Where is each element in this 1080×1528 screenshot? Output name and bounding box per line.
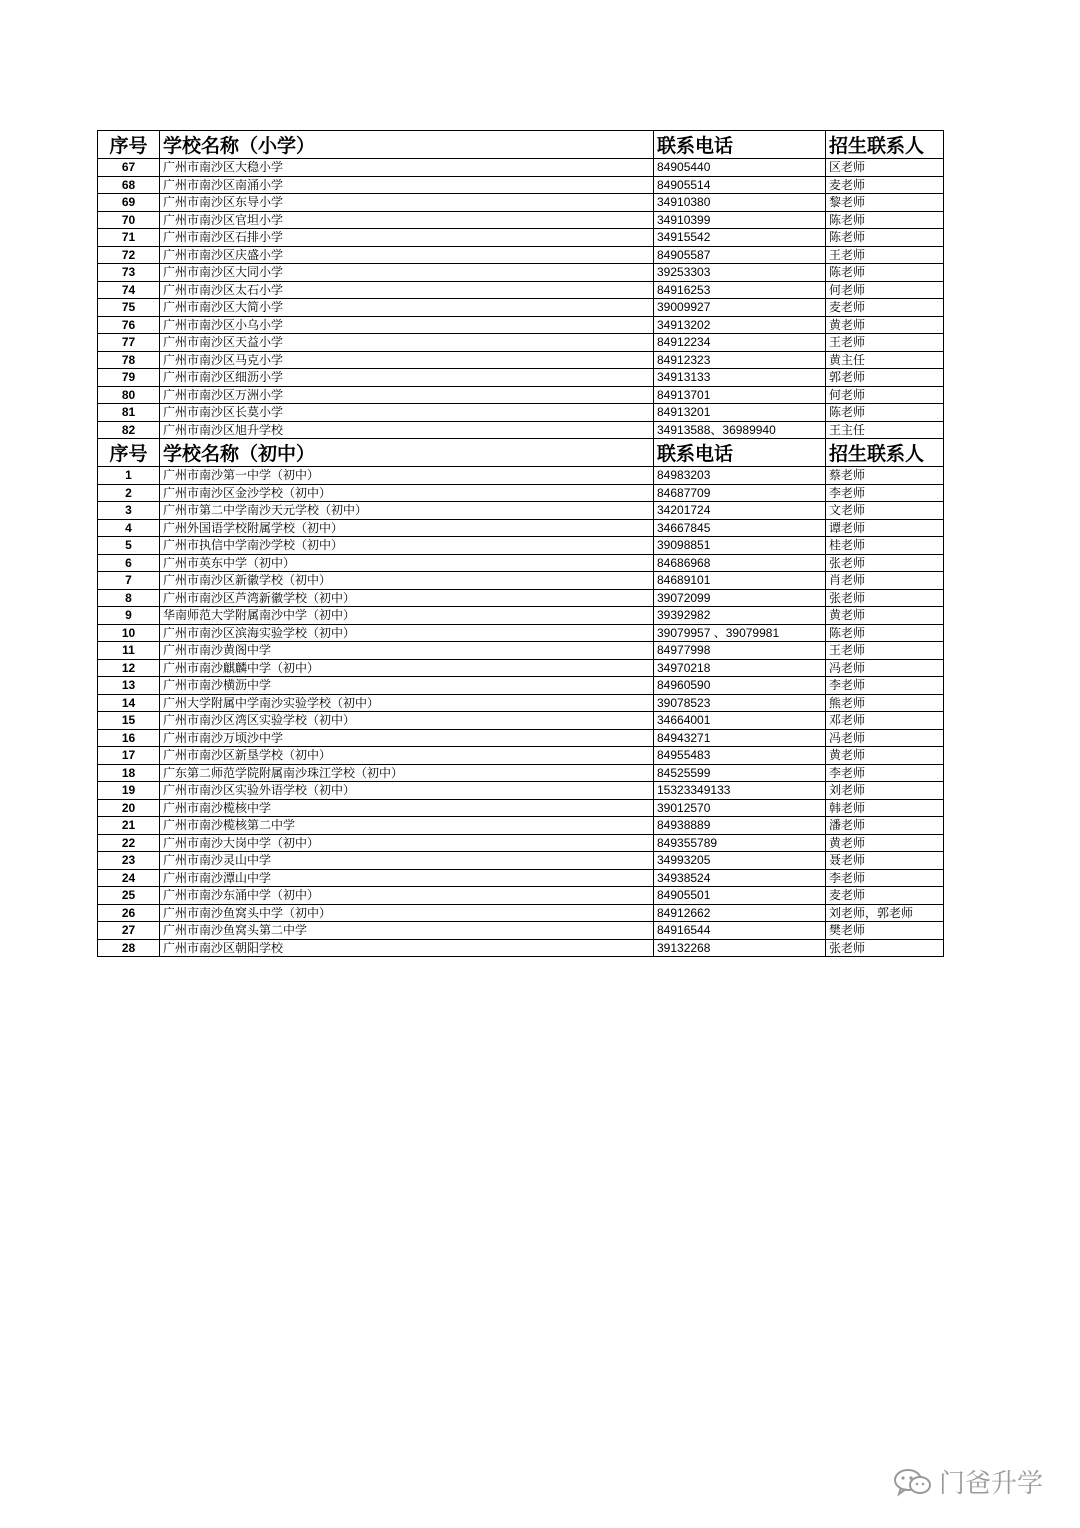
row-phone: 15323349133: [654, 782, 826, 800]
row-school-name: 广州市南沙区天益小学: [160, 334, 654, 352]
row-contact: 谭老师: [826, 519, 944, 537]
header-phone: 联系电话: [654, 439, 826, 467]
row-phone: 34913202: [654, 316, 826, 334]
row-phone: 84905587: [654, 246, 826, 264]
school-contact-table: [97, 130, 944, 957]
row-school-name: 广州大学附属中学南沙实验学校（初中）: [160, 694, 654, 712]
row-contact: 蔡老师: [826, 467, 944, 485]
row-school-name: 广州市南沙榄核中学: [160, 799, 654, 817]
table-row: [98, 729, 944, 747]
row-school-name: 广州市南沙区旭升学校: [160, 421, 654, 439]
header-no: 序号: [98, 131, 160, 159]
row-no: 76: [98, 316, 160, 334]
header-contact: 招生联系人: [826, 439, 944, 467]
row-no: 10: [98, 624, 160, 642]
row-phone: 84916544: [654, 922, 826, 940]
table-row: [98, 281, 944, 299]
row-contact: 王老师: [826, 334, 944, 352]
row-contact: 麦老师: [826, 887, 944, 905]
table-row: [98, 386, 944, 404]
table-row: [98, 782, 944, 800]
row-school-name: 广州外国语学校附属学校（初中）: [160, 519, 654, 537]
table-row: [98, 246, 944, 264]
row-phone: 84943271: [654, 729, 826, 747]
table-row: [98, 624, 944, 642]
row-contact: 韩老师: [826, 799, 944, 817]
row-school-name: 广州市南沙区滨海实验学校（初中）: [160, 624, 654, 642]
table-row: [98, 747, 944, 765]
row-school-name: 广州市南沙区万洲小学: [160, 386, 654, 404]
table-row: [98, 176, 944, 194]
row-contact: 黎老师: [826, 194, 944, 212]
wechat-icon: [893, 1467, 933, 1497]
row-no: 26: [98, 904, 160, 922]
row-school-name: 广州市南沙横沥中学: [160, 677, 654, 695]
row-contact: 陈老师: [826, 211, 944, 229]
row-contact: 陈老师: [826, 229, 944, 247]
row-no: 71: [98, 229, 160, 247]
row-school-name: 广州市南沙区马克小学: [160, 351, 654, 369]
row-phone: 39078523: [654, 694, 826, 712]
table-row: [98, 211, 944, 229]
row-school-name: 广州市南沙区湾区实验学校（初中）: [160, 712, 654, 730]
row-no: 72: [98, 246, 160, 264]
row-school-name: 广州市南沙区实验外语学校（初中）: [160, 782, 654, 800]
header-contact: 招生联系人: [826, 131, 944, 159]
row-contact: 李老师: [826, 484, 944, 502]
row-school-name: 广州市南沙区大简小学: [160, 299, 654, 317]
header-no: 序号: [98, 439, 160, 467]
row-no: 14: [98, 694, 160, 712]
row-phone: 84912662: [654, 904, 826, 922]
row-no: 77: [98, 334, 160, 352]
row-phone: 34915542: [654, 229, 826, 247]
row-school-name: 广州市南沙区东导小学: [160, 194, 654, 212]
header-school-name: 学校名称（初中）: [160, 439, 654, 467]
row-school-name: 广州市南沙区小乌小学: [160, 316, 654, 334]
row-phone: 84916253: [654, 281, 826, 299]
row-contact: 刘老师，郭老师: [826, 904, 944, 922]
row-school-name: 广州市南沙榄核第二中学: [160, 817, 654, 835]
row-contact: 麦老师: [826, 299, 944, 317]
table-row: [98, 817, 944, 835]
row-no: 8: [98, 589, 160, 607]
table-row: [98, 351, 944, 369]
section-header-row: [98, 131, 944, 159]
row-phone: 84913201: [654, 404, 826, 422]
row-phone: 34913588、36989940: [654, 421, 826, 439]
row-contact: 李老师: [826, 764, 944, 782]
row-phone: 84689101: [654, 572, 826, 590]
row-contact: 陈老师: [826, 624, 944, 642]
table-row: [98, 922, 944, 940]
row-no: 69: [98, 194, 160, 212]
row-no: 18: [98, 764, 160, 782]
table-row: [98, 519, 944, 537]
row-phone: 39009927: [654, 299, 826, 317]
row-no: 2: [98, 484, 160, 502]
row-school-name: 广州市南沙鱼窝头第二中学: [160, 922, 654, 940]
row-phone: 84983203: [654, 467, 826, 485]
row-school-name: 广州市南沙区大稳小学: [160, 159, 654, 177]
row-school-name: 广州市南沙东涌中学（初中）: [160, 887, 654, 905]
table-row: [98, 484, 944, 502]
table-row: [98, 229, 944, 247]
row-phone: 84525599: [654, 764, 826, 782]
table-row: [98, 537, 944, 555]
row-phone: 84905440: [654, 159, 826, 177]
row-contact: 黄主任: [826, 351, 944, 369]
table-row: [98, 694, 944, 712]
row-contact: 黄老师: [826, 607, 944, 625]
row-school-name: 广州市南沙鱼窝头中学（初中）: [160, 904, 654, 922]
table-row: [98, 194, 944, 212]
table-row: [98, 677, 944, 695]
row-contact: 张老师: [826, 939, 944, 957]
row-contact: 王主任: [826, 421, 944, 439]
row-no: 4: [98, 519, 160, 537]
table-row: [98, 502, 944, 520]
row-phone: 34910399: [654, 211, 826, 229]
row-no: 12: [98, 659, 160, 677]
row-contact: 王老师: [826, 246, 944, 264]
row-contact: 潘老师: [826, 817, 944, 835]
row-contact: 肖老师: [826, 572, 944, 590]
row-no: 13: [98, 677, 160, 695]
row-contact: 区老师: [826, 159, 944, 177]
section-header-row: [98, 439, 944, 467]
row-no: 68: [98, 176, 160, 194]
row-school-name: 广州市南沙万顷沙中学: [160, 729, 654, 747]
row-contact: 何老师: [826, 281, 944, 299]
row-no: 15: [98, 712, 160, 730]
row-contact: 冯老师: [826, 729, 944, 747]
table-row: [98, 659, 944, 677]
watermark-text: 门爸升学: [939, 1469, 1044, 1499]
row-school-name: 广州市南沙灵山中学: [160, 852, 654, 870]
row-no: 74: [98, 281, 160, 299]
table-row: [98, 334, 944, 352]
row-school-name: 广州市英东中学（初中）: [160, 554, 654, 572]
row-phone: 34910380: [654, 194, 826, 212]
table-row: [98, 316, 944, 334]
table-row: [98, 939, 944, 957]
row-phone: 84905501: [654, 887, 826, 905]
watermark: [893, 1463, 1043, 1500]
row-no: 28: [98, 939, 160, 957]
row-no: 19: [98, 782, 160, 800]
row-contact: 樊老师: [826, 922, 944, 940]
row-contact: 邓老师: [826, 712, 944, 730]
row-contact: 刘老师: [826, 782, 944, 800]
row-no: 21: [98, 817, 160, 835]
row-no: 5: [98, 537, 160, 555]
row-no: 79: [98, 369, 160, 387]
row-phone: 39098851: [654, 537, 826, 555]
row-contact: 张老师: [826, 554, 944, 572]
row-no: 82: [98, 421, 160, 439]
row-contact: 黄老师: [826, 316, 944, 334]
row-phone: 849355789: [654, 834, 826, 852]
row-contact: 李老师: [826, 677, 944, 695]
row-school-name: 广州市南沙黄阁中学: [160, 642, 654, 660]
row-school-name: 广州市南沙第一中学（初中）: [160, 467, 654, 485]
row-school-name: 广州市南沙区芦湾新徽学校（初中）: [160, 589, 654, 607]
table-row: [98, 404, 944, 422]
row-contact: 张老师: [826, 589, 944, 607]
row-no: 23: [98, 852, 160, 870]
table-row: [98, 159, 944, 177]
row-school-name: 广州市南沙区官坦小学: [160, 211, 654, 229]
table-row: [98, 869, 944, 887]
row-school-name: 广州市南沙区朝阳学校: [160, 939, 654, 957]
row-school-name: 广东第二师范学院附属南沙珠江学校（初中）: [160, 764, 654, 782]
row-phone: 34201724: [654, 502, 826, 520]
row-no: 11: [98, 642, 160, 660]
row-no: 17: [98, 747, 160, 765]
row-no: 22: [98, 834, 160, 852]
row-phone: 34970218: [654, 659, 826, 677]
row-contact: 桂老师: [826, 537, 944, 555]
table-row: [98, 467, 944, 485]
table-row: [98, 799, 944, 817]
header-school-name: 学校名称（小学）: [160, 131, 654, 159]
row-phone: 39012570: [654, 799, 826, 817]
row-school-name: 广州市南沙大岗中学（初中）: [160, 834, 654, 852]
row-phone: 34667845: [654, 519, 826, 537]
row-school-name: 华南师范大学附属南沙中学（初中）: [160, 607, 654, 625]
row-phone: 39253303: [654, 264, 826, 282]
row-no: 67: [98, 159, 160, 177]
row-school-name: 广州市南沙区细沥小学: [160, 369, 654, 387]
row-school-name: 广州市南沙潭山中学: [160, 869, 654, 887]
row-phone: 84977998: [654, 642, 826, 660]
row-school-name: 广州市南沙区庆盛小学: [160, 246, 654, 264]
table-row: [98, 554, 944, 572]
row-no: 27: [98, 922, 160, 940]
row-no: 80: [98, 386, 160, 404]
row-no: 81: [98, 404, 160, 422]
row-phone: 39392982: [654, 607, 826, 625]
row-school-name: 广州市南沙区石排小学: [160, 229, 654, 247]
table-row: [98, 904, 944, 922]
row-phone: 39132268: [654, 939, 826, 957]
row-contact: 李老师: [826, 869, 944, 887]
table-row: [98, 369, 944, 387]
header-phone: 联系电话: [654, 131, 826, 159]
row-no: 70: [98, 211, 160, 229]
row-contact: 何老师: [826, 386, 944, 404]
table-row: [98, 834, 944, 852]
row-no: 78: [98, 351, 160, 369]
row-contact: 聂老师: [826, 852, 944, 870]
row-phone: 39079957 、39079981: [654, 624, 826, 642]
row-school-name: 广州市执信中学南沙学校（初中）: [160, 537, 654, 555]
row-no: 20: [98, 799, 160, 817]
row-no: 75: [98, 299, 160, 317]
row-no: 16: [98, 729, 160, 747]
row-contact: 熊老师: [826, 694, 944, 712]
table-row: [98, 607, 944, 625]
row-phone: 84905514: [654, 176, 826, 194]
row-phone: 84912323: [654, 351, 826, 369]
row-school-name: 广州市南沙区金沙学校（初中）: [160, 484, 654, 502]
row-phone: 84960590: [654, 677, 826, 695]
table-row: [98, 887, 944, 905]
row-school-name: 广州市南沙区大同小学: [160, 264, 654, 282]
row-phone: 84913701: [654, 386, 826, 404]
row-contact: 冯老师: [826, 659, 944, 677]
table-row: [98, 299, 944, 317]
row-phone: 34993205: [654, 852, 826, 870]
row-no: 7: [98, 572, 160, 590]
row-no: 6: [98, 554, 160, 572]
row-no: 73: [98, 264, 160, 282]
table-row: [98, 764, 944, 782]
row-phone: 84687709: [654, 484, 826, 502]
row-phone: 84955483: [654, 747, 826, 765]
row-phone: 84938889: [654, 817, 826, 835]
row-contact: 郭老师: [826, 369, 944, 387]
row-phone: 84912234: [654, 334, 826, 352]
row-school-name: 广州市南沙区新徽学校（初中）: [160, 572, 654, 590]
row-phone: 84686968: [654, 554, 826, 572]
table-row: [98, 712, 944, 730]
table-row: [98, 572, 944, 590]
row-phone: 34913133: [654, 369, 826, 387]
row-no: 25: [98, 887, 160, 905]
table-row: [98, 642, 944, 660]
row-no: 9: [98, 607, 160, 625]
row-contact: 文老师: [826, 502, 944, 520]
table-row: [98, 421, 944, 439]
row-no: 3: [98, 502, 160, 520]
row-contact: 王老师: [826, 642, 944, 660]
table-row: [98, 852, 944, 870]
row-contact: 黄老师: [826, 834, 944, 852]
row-school-name: 广州市南沙区长莫小学: [160, 404, 654, 422]
row-school-name: 广州市第二中学南沙天元学校（初中）: [160, 502, 654, 520]
row-no: 24: [98, 869, 160, 887]
row-phone: 34938524: [654, 869, 826, 887]
row-school-name: 广州市南沙区南涌小学: [160, 176, 654, 194]
row-phone: 39072099: [654, 589, 826, 607]
table-row: [98, 264, 944, 282]
row-contact: 陈老师: [826, 264, 944, 282]
row-school-name: 广州市南沙麒麟中学（初中）: [160, 659, 654, 677]
row-phone: 34664001: [654, 712, 826, 730]
row-school-name: 广州市南沙区太石小学: [160, 281, 654, 299]
table-row: [98, 589, 944, 607]
row-contact: 陈老师: [826, 404, 944, 422]
row-no: 1: [98, 467, 160, 485]
row-contact: 黄老师: [826, 747, 944, 765]
row-school-name: 广州市南沙区新垦学校（初中）: [160, 747, 654, 765]
row-contact: 麦老师: [826, 176, 944, 194]
